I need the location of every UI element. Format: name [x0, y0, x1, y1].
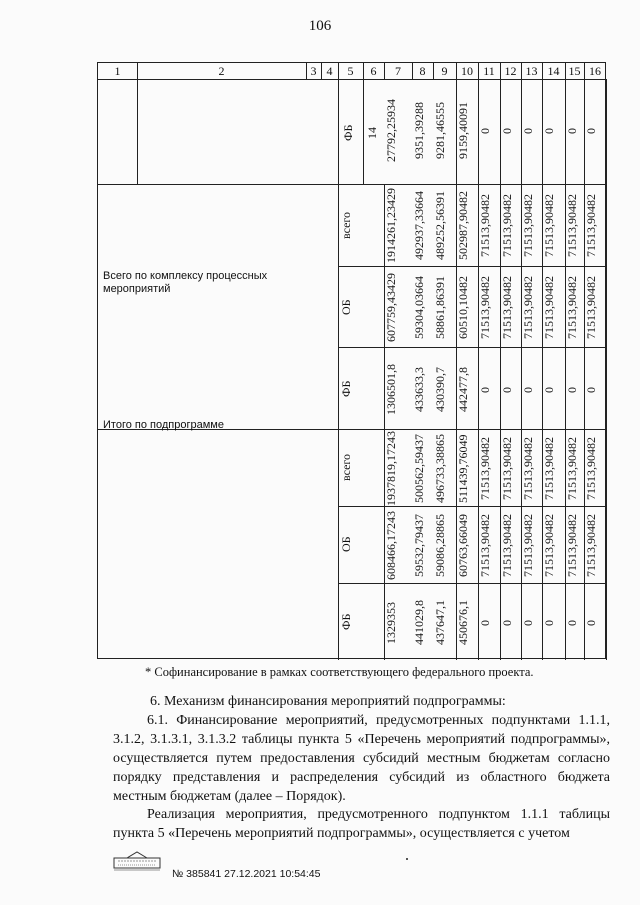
value-cell: 492937,33664	[412, 191, 426, 261]
grid-line	[338, 184, 339, 660]
value-cell: 0	[542, 128, 556, 134]
grid-line	[338, 583, 607, 584]
scan-speck	[406, 858, 408, 860]
value-cell: 71513,90482	[478, 437, 492, 501]
column-number-cell: 5	[347, 64, 354, 78]
value-cell: 0	[584, 387, 598, 393]
value-cell: 0	[565, 387, 579, 393]
value-cell: 71513,90482	[521, 514, 535, 578]
value-cell: 71513,90482	[565, 276, 579, 340]
value-cell: 71513,90482	[584, 514, 598, 578]
registry-number: № 385841 27.12.2021 10:54:45	[172, 868, 321, 880]
value-cell: 0	[521, 387, 535, 393]
column-number-cell: 4	[326, 64, 333, 78]
row-header-fb: ФБ	[341, 124, 355, 142]
subprogram-block-label: Итого по подпрограмме	[103, 419, 224, 431]
row-header-vsego: всего	[339, 211, 353, 239]
value-cell: 608466,17243	[384, 511, 398, 581]
value-cell: 71513,90482	[565, 514, 579, 578]
column-number-cell: 7	[395, 64, 401, 78]
column-number-cell: 1	[114, 64, 121, 78]
value-cell: 71513,90482	[521, 276, 535, 340]
row-header-ob: ОБ	[339, 536, 353, 553]
page-number: 106	[308, 18, 332, 34]
financing-table	[97, 62, 606, 659]
row-header-ob: ОБ	[339, 299, 353, 315]
column-number-cell: 3	[310, 64, 317, 78]
value-cell: 9159,40091	[456, 102, 470, 160]
value-cell: 0	[500, 128, 514, 134]
value-cell: 71513,90482	[500, 276, 514, 340]
value-cell: 0	[500, 620, 514, 626]
value-cell: 59086,28865	[433, 514, 447, 578]
value-cell: 71513,90482	[584, 437, 598, 501]
column-number-cell: 16	[589, 64, 601, 78]
value-cell: 1937819,17243	[384, 431, 398, 506]
value-cell: 0	[584, 620, 598, 626]
registry-stamp-icon	[113, 850, 161, 872]
grid-line	[137, 79, 138, 184]
value-cell: 71513,90482	[565, 437, 579, 501]
value-cell: 1329353	[384, 602, 398, 644]
column-number-cell: 13	[525, 64, 538, 78]
value-cell: 0	[565, 620, 579, 626]
value-cell: 442477,8	[456, 367, 470, 413]
value-cell: 0	[542, 620, 556, 626]
column-number-cell: 9	[441, 64, 448, 78]
value-cell: 496733,38865	[433, 434, 447, 504]
value-cell: 60763,66049	[456, 514, 470, 578]
value-cell: 500562,59437	[412, 434, 426, 504]
row-header-vsego: всего	[339, 453, 353, 482]
value-cell: 0	[565, 128, 579, 134]
value-cell: 1914261,23429	[384, 188, 398, 264]
value-cell: 0	[478, 128, 492, 134]
grid-line	[338, 506, 607, 507]
row-header-fb: ФБ	[339, 380, 353, 398]
value-cell: 71513,90482	[500, 194, 514, 258]
column-number-cell: 2	[218, 64, 225, 78]
value-cell: 1306501,8	[384, 364, 398, 416]
value-cell: 71513,90482	[542, 437, 556, 501]
value-cell: 60510,10482	[456, 276, 470, 340]
value-cell: 71513,90482	[478, 514, 492, 578]
value-cell: 450676,1	[456, 600, 470, 646]
value-cell: 0	[521, 128, 535, 134]
grid-line	[338, 266, 607, 267]
value-cell: 9351,39288	[412, 102, 426, 160]
value-cell: 71513,90482	[500, 514, 514, 578]
value-cell: 607759,43429	[384, 273, 398, 343]
value-cell: 71513,90482	[478, 276, 492, 340]
value-cell: 0	[478, 387, 492, 393]
paragraph-6-1: 6.1. Финансирование мероприятий, предусмотренных подпунктами 1.1.1, 3.1.2, 3.1.3.1, 3.1.3.2 таблицы пункта 5 «Перечень мероприятий подпрограммы», осуществляется путем предоставления субсидий местным бюджетам согласно порядку представления и распределения субсидий из областного бюджета местным бюджетам (далее – Порядок).	[113, 713, 610, 804]
grid-line	[98, 184, 607, 185]
grid-line	[606, 79, 607, 660]
value-cell: 71513,90482	[478, 194, 492, 258]
value-cell: 71513,90482	[521, 194, 535, 258]
column-number-cell: 10	[461, 64, 473, 78]
value-cell: 71513,90482	[542, 514, 556, 578]
column-number-cell: 14	[547, 64, 560, 78]
value-cell: 0	[478, 620, 492, 626]
value-cell: 437647,1	[433, 600, 447, 646]
grid-line	[363, 79, 364, 184]
value-cell: 430390,7	[433, 367, 447, 413]
value-cell: 58861,86391	[433, 276, 447, 340]
footnote: * Софинансирование в рамках соответствующего федерального проекта.	[145, 665, 534, 679]
value-cell: 27792,25934	[384, 99, 398, 163]
paragraph-implementation: Реализация мероприятия, предусмотренного подпунктом 1.1.1 таблицы пункта 5 «Перечень мероприятий подпрограммы», осуществляется с учетом	[113, 807, 610, 841]
value-cell: 0	[542, 387, 556, 393]
complex-block-label: Всего по комплексу процессных мероприятий	[103, 270, 268, 295]
grid-line	[98, 79, 607, 80]
column-number-cell: 6	[370, 64, 377, 78]
value-cell: 71513,90482	[521, 437, 535, 501]
column-number-cell: 11	[483, 64, 495, 78]
row-header-number: 14	[365, 127, 379, 139]
value-cell: 433633,3	[412, 367, 426, 413]
value-cell: 0	[521, 620, 535, 626]
value-cell: 71513,90482	[542, 194, 556, 258]
value-cell: 511439,76049	[456, 434, 470, 504]
value-cell: 71513,90482	[584, 194, 598, 258]
value-cell: 0	[584, 128, 598, 134]
value-cell: 71513,90482	[500, 437, 514, 501]
grid-line	[338, 79, 339, 184]
value-cell: 59532,79437	[412, 514, 426, 578]
value-cell: 71513,90482	[565, 194, 579, 258]
value-cell: 71513,90482	[542, 276, 556, 340]
column-number-cell: 12	[504, 64, 517, 78]
column-number-cell: 15	[568, 64, 581, 78]
value-cell: 441029,8	[412, 600, 426, 646]
value-cell: 502987,90482	[456, 191, 470, 261]
section-heading: 6. Механизм финансирования мероприятий подпрограммы:	[150, 694, 506, 709]
column-number-cell: 8	[419, 64, 426, 78]
value-cell: 0	[500, 387, 514, 393]
value-cell: 71513,90482	[584, 276, 598, 340]
row-header-fb: ФБ	[339, 613, 353, 630]
value-cell: 489252,56391	[433, 191, 447, 261]
value-cell: 59304,03664	[412, 276, 426, 340]
grid-line	[338, 347, 607, 348]
value-cell: 9281,46555	[433, 102, 447, 160]
